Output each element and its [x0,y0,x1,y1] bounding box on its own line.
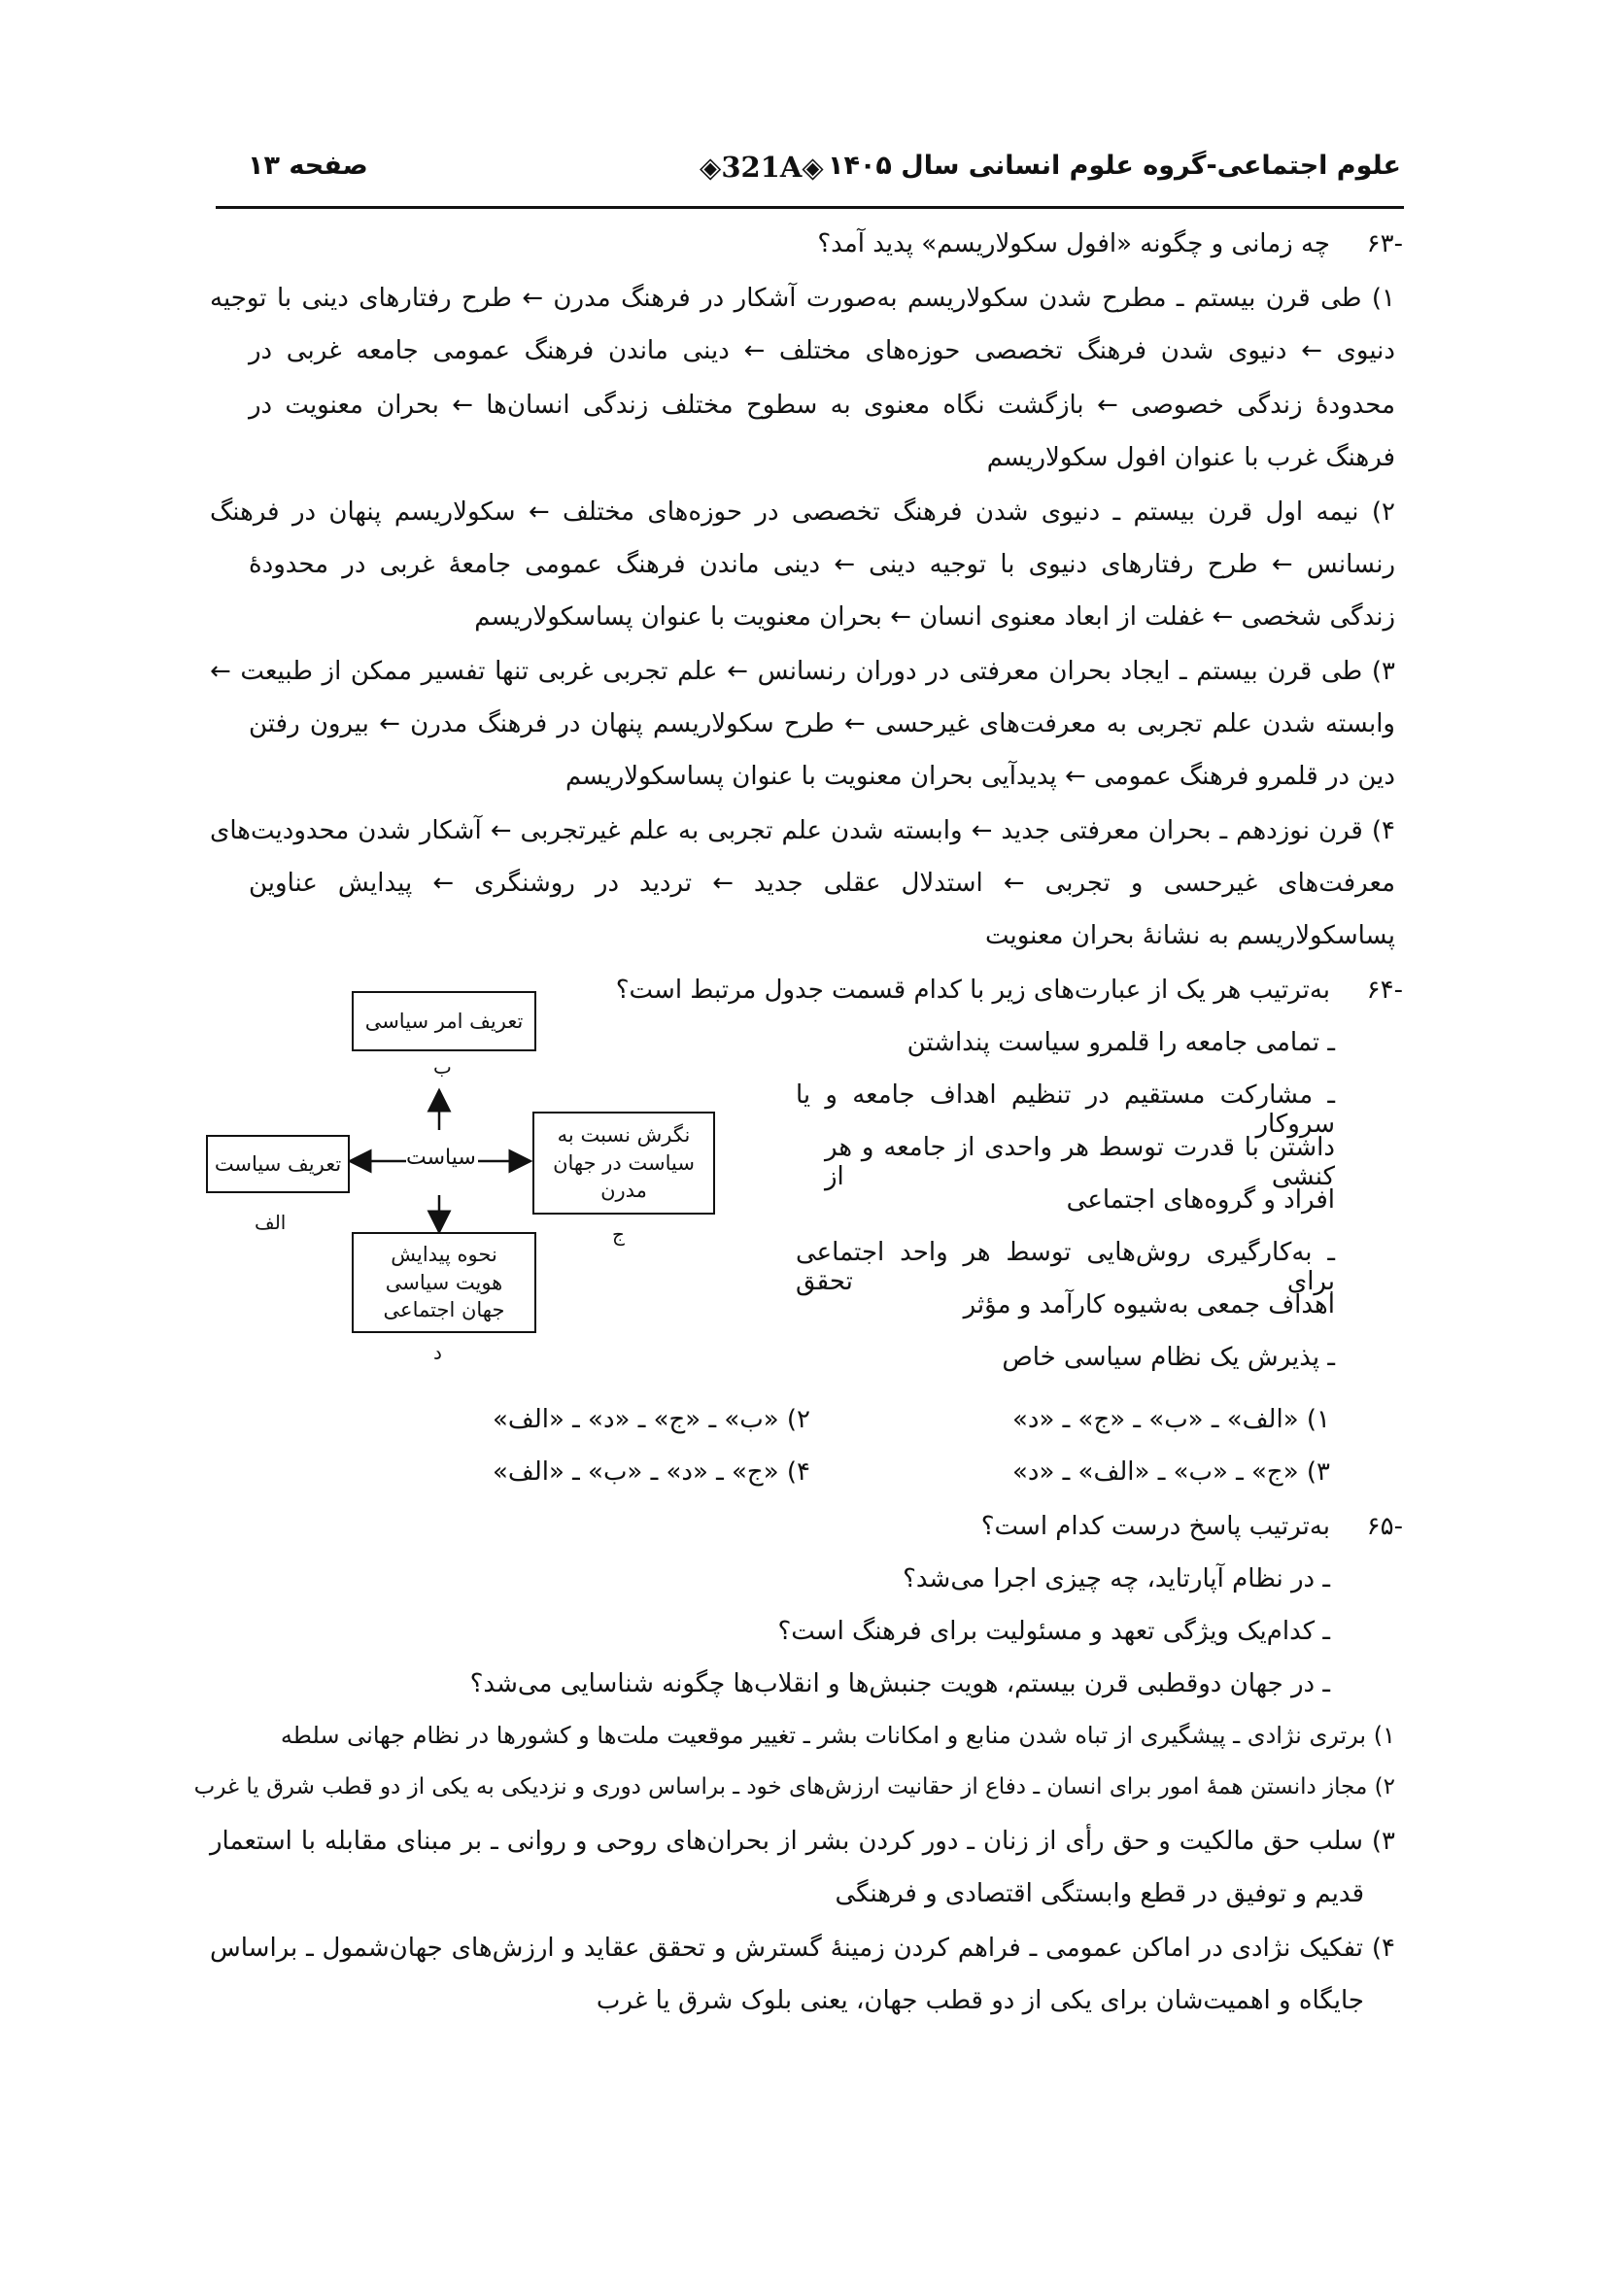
q64-item-2-line-3: افراد و گروه‌های اجتماعی [1066,1185,1335,1215]
q65-item-3: ـ در جهان دوقطبی قرن بیستم، هویت جنبش‌ها و انقلاب‌ها چگونه شناسایی می‌شد؟ [469,1669,1330,1698]
q63-option-1-line-3: محدودهٔ زندگی خصوصی ← بازگشت نگاه معنوی به سطوح مختلف زندگی انسان‌ها ← بحران معنویت در [249,391,1395,420]
q65-item-2: ـ کدام‌یک ویژگی تعهد و مسئولیت برای فرهنگ است؟ [777,1617,1330,1646]
booklet-code-text: 321A [721,151,803,184]
q64-option-2[interactable]: ۲) «ب» ـ «ج» ـ «د» ـ «الف» [493,1405,810,1434]
diagram-label-b: ب [433,1055,452,1079]
q65-option-4-line-2: جایگاه و اهمیت‌شان برای یکی از دو قطب جهان، یعنی بلوک شرق یا غرب [596,1986,1364,2015]
diagram-label-jim: ج [612,1222,625,1246]
diagram-box-right: نگرش نسبت به سیاست در جهان مدرن [532,1112,715,1215]
q63-number: -۶۳ [1366,229,1403,258]
q64-item-2-line-1: ـ مشارکت مستقیم در تنظیم اهداف جامعه و یا سروکار [796,1080,1335,1139]
q65-option-3-line-1[interactable]: ۳) سلب حق مالکیت و حق رأی از زنان ـ دور کردن بشر از بحران‌های روحی و روانی ـ بر مبنای مقابله با استعمار [210,1827,1395,1856]
q64-item-3-line-2: اهداف جمعی به‌شیوه کارآمد و مؤثر [963,1290,1335,1319]
q64-item-2-line-2: داشتن با قدرت توسط هر واحدی از جامعه و هر کنشی از [825,1133,1335,1191]
q64-item-3-line-1: ـ به‌کارگیری روش‌هایی توسط هر واحد اجتماعی برای تحقق [796,1238,1335,1296]
q63-option-3-line-1[interactable]: ۳) طی قرن بیستم ـ ایجاد بحران معرفتی در دوران رنسانس ← علم تجربی غربی تنها تفسیر ممکن از طبیعت ← [210,657,1395,686]
q65-option-3-line-2: قدیم و توفیق در قطع وابستگی اقتصادی و فرهنگی [835,1879,1364,1908]
q64-option-3[interactable]: ۳) «ج» ـ «ب» ـ «الف» ـ «د» [1012,1457,1330,1487]
q63-option-1-line-1[interactable]: ۱) طی قرن بیستم ـ مطرح شدن سکولاریسم به‌صورت آشکار در فرهنگ مدرن ← طرح رفتارهای دینی با توجیه [210,284,1395,313]
diagram-box-bottom: نحوه پیدایش هویت سیاسی جهان اجتماعی [352,1232,536,1333]
q63-option-2-line-3: زندگی شخصی ← غفلت از ابعاد معنوی انسان ← بحران معنویت با عنوان پساسکولاریسم [474,602,1395,632]
q64-option-4[interactable]: ۴) «ج» ـ «د» ـ «ب» ـ «الف» [493,1457,810,1487]
q63-option-4-line-3: پساسکولاریسم به نشانهٔ بحران معنویت [984,921,1395,950]
q63-option-2-line-1[interactable]: ۲) نیمه اول قرن بیستم ـ دنیوی شدن فرهنگ تخصصی در حوزه‌های مختلف ← سکولاریسم پنهان در فرهنگ [210,497,1395,527]
q65-option-2[interactable]: ۲) مجاز دانستن همهٔ امور برای انسان ـ دفاع از حقانیت ارزش‌های خود ـ براساس دوری و نزدیکی به یکی از دو قطب شرق یا غرب [193,1774,1395,1799]
q63-option-1-line-2: دنیوی ← دنیوی شدن فرهنگ تخصصی حوزه‌های مختلف ← دینی ماندن فرهنگ عمومی جامعه غربی در [249,336,1395,365]
diagram-box-left: تعریف سیاست [206,1135,350,1193]
q63-option-1-line-4: فرهنگ غرب با عنوان افول سکولاریسم [986,443,1395,472]
q64-item-1: ـ تمامی جامعه را قلمرو سیاست پنداشتن [906,1028,1335,1057]
diagram-box-top: تعریف امر سیاسی [352,991,536,1051]
diagram-center-label: سیاست [406,1146,476,1170]
q64-number: -۶۴ [1366,976,1403,1005]
q63-option-4-line-2: معرفت‌های غیرحسی و تجربی ← استدلال عقلی جدید ← تردید در روشنگری ← پیدایش عناوین [249,869,1395,898]
q65-option-1[interactable]: ۱) برتری نژادی ـ پیشگیری از تباه شدن منابع و امکانات بشر ـ تغییر موقعیت ملت‌ها و کشورها در نظام جهانی سلطه [280,1722,1395,1749]
page-number: صفحه ۱۳ [248,151,368,181]
q63-option-3-line-3: دین در قلمرو فرهنگ عمومی ← پدیدآیی بحران معنویت با عنوان پساسکولاریسم [565,762,1395,791]
q64-item-4: ـ پذیرش یک نظام سیاسی خاص [1002,1343,1335,1372]
q65-item-1: ـ در نظام آپارتاید، چه چیزی اجرا می‌شد؟ [903,1564,1330,1593]
diagram-label-dal: د [433,1341,442,1364]
q65-option-4-line-1[interactable]: ۴) تفکیک نژادی در اماکن عمومی ـ فراهم کردن زمینهٔ گسترش و تحقق عقاید و ارزش‌های جهان‌شمول ـ براساس [210,1934,1395,1963]
q64-option-1[interactable]: ۱) «الف» ـ «ب» ـ «ج» ـ «د» [1012,1405,1330,1434]
booklet-code [700,151,824,184]
q63-text: چه زمانی و چگونه «افول سکولاریسم» پدید آمد؟ [817,229,1330,258]
exam-title: علوم اجتماعی-گروه علوم انسانی سال ۱۴۰۵ [827,151,1401,181]
q65-text: به‌ترتیب پاسخ درست کدام است؟ [980,1512,1330,1541]
q64-text: به‌ترتیب هر یک از عبارت‌های زیر با کدام قسمت جدول مرتبط است؟ [615,976,1330,1005]
q63-option-4-line-1[interactable]: ۴) قرن نوزدهم ـ بحران معرفتی جدید ← وابسته شدن علم تجربی به علم غیرتجربی ← آشکار شدن محدودیت‌های [210,816,1395,845]
q63-option-3-line-2: وابسته شدن علم تجربی به معرفت‌های غیرحسی ← طرح سکولاریسم پنهان در فرهنگ مدرن ← بیرون رفتن [249,709,1395,738]
header-rule [216,206,1404,209]
q63-option-2-line-2: رنسانس ← طرح رفتارهای دنیوی با توجیه دینی ← دینی ماندن فرهنگ عمومی جامعهٔ غربی در محدودهٔ [249,550,1395,579]
code-ornament-right-icon: ◈ [802,151,824,184]
diagram-label-alef: الف [255,1211,287,1234]
q65-number: -۶۵ [1366,1512,1403,1541]
code-ornament-left-icon: ◈ [700,151,722,184]
